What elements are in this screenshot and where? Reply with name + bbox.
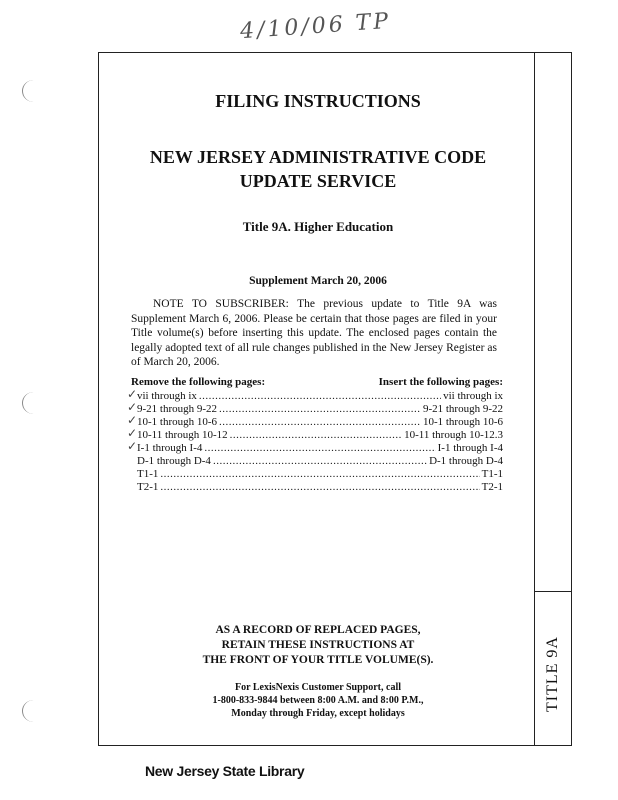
checkmark-icon: ✓: [127, 439, 138, 453]
list-item: [131, 481, 503, 494]
dot-leader: [160, 481, 479, 494]
dot-leader: [230, 429, 402, 442]
support-line: Monday through Friday, except holidays: [231, 708, 405, 719]
list-item: [131, 455, 503, 468]
dot-leader: [219, 403, 421, 416]
remove-pages: 10-11 through 10-12: [137, 429, 228, 441]
insert-pages-header: Insert the following pages:: [378, 376, 503, 388]
remove-pages: vii through ix: [137, 390, 197, 402]
remove-pages: 10-1 through 10-6: [137, 416, 218, 428]
insert-pages: 10-11 through 10-12.3: [404, 429, 503, 441]
dot-leader: [160, 468, 479, 481]
supplement-heading: Supplement March 20, 2006: [249, 275, 387, 287]
remove-pages-header: Remove the following pages:: [131, 376, 266, 388]
page-title: FILING INSTRUCTIONS: [215, 91, 421, 111]
insert-pages: 10-1 through 10-6: [422, 416, 503, 428]
insert-pages: T2-1: [481, 481, 503, 493]
remove-pages: T1-1: [137, 468, 159, 480]
title-section-heading: Title 9A. Higher Education: [242, 219, 394, 234]
dot-leader: [213, 455, 427, 468]
page-list-header: [131, 376, 503, 388]
insert-pages: vii through ix: [443, 390, 503, 402]
insert-pages: D-1 through D-4: [429, 455, 503, 467]
list-item: [127, 387, 503, 403]
remove-pages: 9-21 through 9-22: [137, 403, 218, 415]
insert-pages: I-1 through I-4: [437, 442, 503, 454]
page-list: [127, 387, 503, 494]
insert-pages: 9-21 through 9-22: [422, 403, 503, 415]
checkmark-icon: ✓: [127, 400, 138, 414]
insert-pages: T1-1: [481, 468, 503, 480]
customer-support-info: [99, 681, 537, 720]
dot-leader: [204, 442, 435, 455]
checkmark-icon: ✓: [127, 413, 138, 427]
retain-line: AS A RECORD OF REPLACED PAGES,: [215, 624, 421, 636]
subscriber-note: NOTE TO SUBSCRIBER: The previous update to Title 9A was Supplement March 6, 2006. Please be certain that those pages are filed in your Title volume(s) before inserting this update. The enclosed pages contain the legally adopted text of all rule changes published in the New Jersey Register as of March 20, 2006.: [131, 298, 497, 369]
retain-line: RETAIN THESE INSTRUCTIONS AT: [221, 639, 415, 651]
punch-hole-mark: [22, 80, 45, 102]
dot-leader: [199, 390, 441, 403]
remove-pages: T2-1: [137, 481, 159, 493]
list-item: [127, 426, 503, 442]
dot-leader: [219, 416, 421, 429]
subtitle-line: NEW JERSEY ADMINISTRATIVE CODE: [149, 147, 487, 167]
page-subtitle: [99, 145, 537, 193]
checkmark-icon: ✓: [127, 387, 138, 401]
support-line: For LexisNexis Customer Support, call: [234, 682, 401, 693]
instruction-sheet: [98, 52, 572, 746]
list-item: [127, 413, 503, 429]
punch-hole-mark: [22, 700, 45, 722]
checkmark-icon: ✓: [127, 426, 138, 440]
retain-line: THE FRONT OF YOUR TITLE VOLUME(S).: [202, 654, 434, 666]
list-item: [131, 468, 503, 481]
list-item: [127, 400, 503, 416]
punch-hole-mark: [22, 392, 45, 414]
handwritten-date-annotation: 4/10/06 TP: [239, 8, 392, 45]
side-tab-text: TITLE 9A: [544, 636, 562, 712]
remove-pages: I-1 through I-4: [137, 442, 203, 454]
side-tab-divider: [535, 591, 571, 592]
support-line: 1-800-833-9844 between 8:00 A.M. and 8:00 P.M.,: [212, 695, 424, 706]
list-item: [127, 439, 503, 455]
subtitle-line: UPDATE SERVICE: [239, 171, 397, 191]
library-footer: New Jersey State Library: [145, 763, 305, 779]
remove-pages: D-1 through D-4: [137, 455, 211, 467]
retain-notice: [99, 623, 537, 668]
side-tab-label: [535, 609, 571, 739]
